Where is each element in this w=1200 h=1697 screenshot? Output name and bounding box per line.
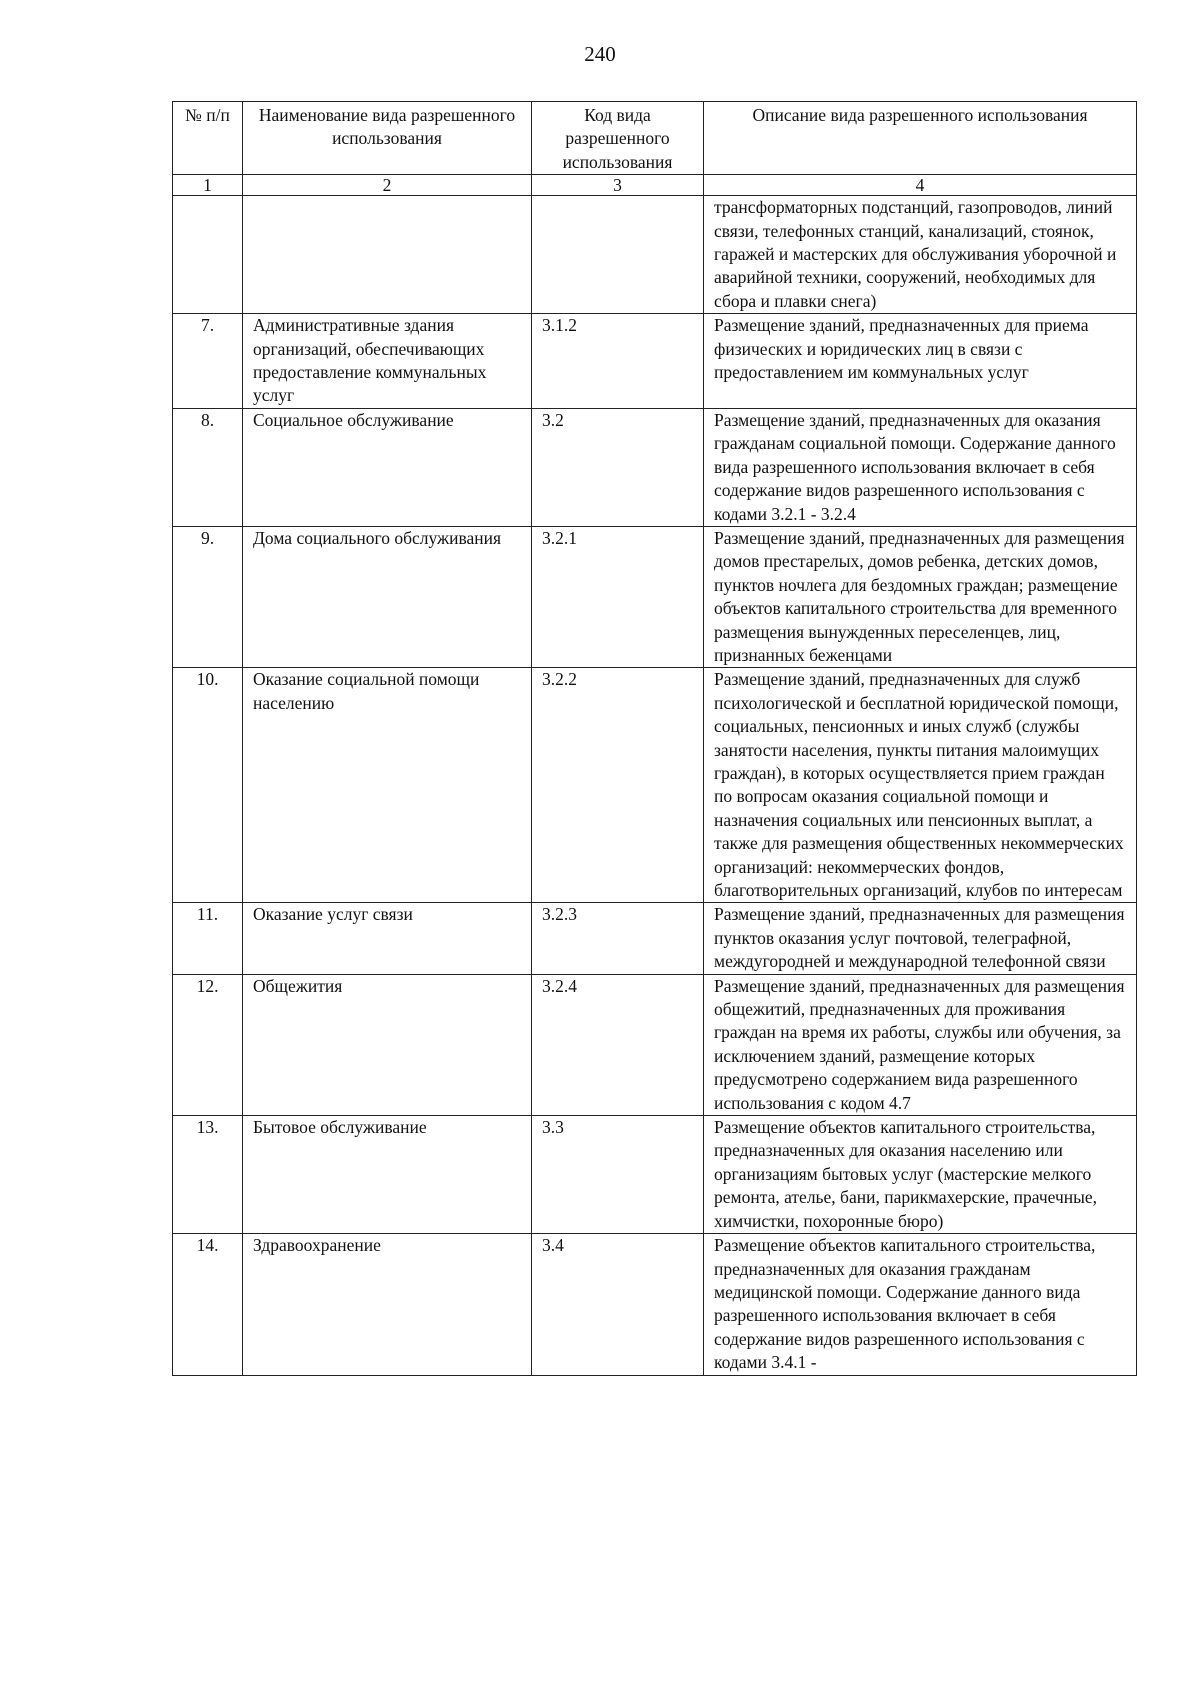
column-numbers-row xyxy=(173,175,1137,196)
row-number: 11. xyxy=(173,903,243,974)
header-number: № п/п xyxy=(173,102,243,175)
continuation-description: трансформаторных подстанций, газопроводов, линий связи, телефонных станций, канализаций, стоянок, гаражей и мастерских для обслуживания уборочной и аварийной техники, сооружений, необходимых для сбора и плавки снега) xyxy=(704,196,1137,314)
row-name: Бытовое обслуживание xyxy=(243,1116,532,1234)
row-name: Общежития xyxy=(243,974,532,1115)
row-code: 3.2.4 xyxy=(532,974,704,1115)
row-description: Размещение зданий, предназначенных для оказания гражданам социальной помощи. Содержание данного вида разрешенного использования включает в себя содержание видов разрешенного использования с кодами 3.2.1 - 3.2.4 xyxy=(704,408,1137,526)
row-name: Административные здания организаций, обеспечивающих предоставление коммунальных услуг xyxy=(243,314,532,409)
table-row xyxy=(173,408,1137,526)
table-row xyxy=(173,668,1137,903)
column-number: 2 xyxy=(243,175,532,196)
table-row xyxy=(173,903,1137,974)
row-code: 3.2.3 xyxy=(532,903,704,974)
row-number: 13. xyxy=(173,1116,243,1234)
row-name: Социальное обслуживание xyxy=(243,408,532,526)
row-description: Размещение зданий, предназначенных для размещения домов престарелых, домов ребенка, детских домов, пунктов ночлега для бездомных граждан; размещение объектов капитального строительства для временного размещения вынужденных переселенцев, лиц, признанных беженцами xyxy=(704,526,1137,667)
row-name: Оказание социальной помощи населению xyxy=(243,668,532,903)
row-number: 12. xyxy=(173,974,243,1115)
row-description: Размещение объектов капитального строительства, предназначенных для оказания населению или организациям бытовых услуг (мастерские мелкого ремонта, ателье, бани, парикмахерские, прачечные, химчистки, похоронные бюро) xyxy=(704,1116,1137,1234)
column-number: 1 xyxy=(173,175,243,196)
row-code: 3.2.1 xyxy=(532,526,704,667)
row-number: 8. xyxy=(173,408,243,526)
row-number: 9. xyxy=(173,526,243,667)
table-row xyxy=(173,314,1137,409)
header-description: Описание вида разрешенного использования xyxy=(704,102,1137,175)
table-row xyxy=(173,1116,1137,1234)
row-description: Размещение зданий, предназначенных для служб психологической и бесплатной юридической помощи, социальных, пенсионных и иных служб (службы занятости населения, пункты питания малоимущих граждан), в которых осуществляется прием граждан по вопросам оказания социальной помощи и назначения социальных или пенсионных выплат, а также для размещения общественных некоммерческих организаций: некоммерческих фондов, благотворительных организаций, клубов по интересам xyxy=(704,668,1137,903)
land-use-table xyxy=(172,101,1137,1376)
row-number: 7. xyxy=(173,314,243,409)
row-code: 3.2.2 xyxy=(532,668,704,903)
row-number: 10. xyxy=(173,668,243,903)
row-name: Дома социального обслуживания xyxy=(243,526,532,667)
row-code xyxy=(532,196,704,314)
row-description: Размещение объектов капитального строительства, предназначенных для оказания гражданам медицинской помощи. Содержание данного вида разрешенного использования включает в себя содержание видов разрешенного использования с кодами 3.4.1 - xyxy=(704,1234,1137,1375)
table-row xyxy=(173,196,1137,314)
table-row xyxy=(173,974,1137,1115)
header-code: Код вида разрешенного использования xyxy=(532,102,704,175)
column-number: 3 xyxy=(532,175,704,196)
table-header-row xyxy=(173,102,1137,175)
row-code: 3.4 xyxy=(532,1234,704,1375)
row-description: Размещение зданий, предназначенных для размещения общежитий, предназначенных для проживания граждан на время их работы, службы или обучения, за исключением зданий, размещение которых предусмотрено содержанием вида разрешенного использования с кодом 4.7 xyxy=(704,974,1137,1115)
row-name xyxy=(243,196,532,314)
page-number: 240 xyxy=(584,42,616,66)
row-code: 3.3 xyxy=(532,1116,704,1234)
table-row xyxy=(173,526,1137,667)
row-number: 14. xyxy=(173,1234,243,1375)
row-description: Размещение зданий, предназначенных для размещения пунктов оказания услуг почтовой, телеграфной, междугородней и международной телефонной связи xyxy=(704,903,1137,974)
row-code: 3.1.2 xyxy=(532,314,704,409)
row-name: Здравоохранение xyxy=(243,1234,532,1375)
row-description: Размещение зданий, предназначенных для приема физических и юридических лиц в связи с предоставлением им коммунальных услуг xyxy=(704,314,1137,409)
table-row xyxy=(173,1234,1137,1375)
row-code: 3.2 xyxy=(532,408,704,526)
row-number xyxy=(173,196,243,314)
column-number: 4 xyxy=(704,175,1137,196)
row-name: Оказание услуг связи xyxy=(243,903,532,974)
header-name: Наименование вида разрешенного использования xyxy=(243,102,532,175)
